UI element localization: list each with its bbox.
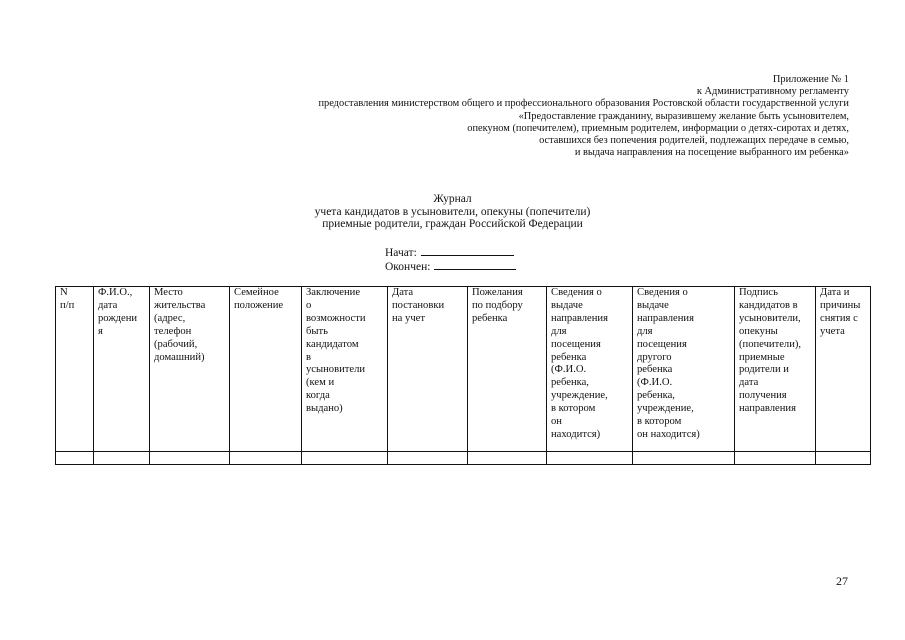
header-cell-line: направления [551, 312, 608, 324]
page-number: 27 [836, 574, 848, 588]
header-cell-line: возможности [306, 312, 366, 324]
header-cell-line: ребенка [551, 351, 587, 363]
header-cell-full-name [94, 287, 150, 452]
table-cell [633, 452, 735, 465]
header-cell-line: Сведения о [551, 287, 602, 298]
header-cell-line: Место [154, 287, 183, 298]
header-cell-line: домашний) [154, 351, 205, 363]
header-cell-line: (рабочий, [154, 338, 198, 350]
header-cell-line: быть [306, 325, 328, 337]
header-cell-line: Дата [392, 287, 414, 298]
table-cell [468, 452, 547, 465]
table-cell [388, 452, 468, 465]
journal-subtitle-line-1: учета кандидатов в усыновители, опекуны (попечители) [314, 205, 591, 218]
header-cell-line: кандидатом [306, 338, 359, 350]
finished-row [385, 260, 516, 274]
table-cell [150, 452, 230, 465]
table-cell [302, 452, 388, 465]
header-cell-line: учреждение, [637, 403, 694, 415]
header-cell-line: опекуны [739, 325, 778, 337]
header-cell-referral-info [547, 287, 633, 452]
table-cell [56, 452, 94, 465]
header-cell-line: посещения [637, 338, 687, 350]
appendix-line: Приложение № 1 [772, 74, 849, 85]
header-cell-number [56, 287, 94, 452]
header-cell-line: выдаче [637, 299, 669, 311]
header-cell-line: по подбору [472, 299, 523, 311]
header-cell-line: учета [820, 325, 845, 337]
header-cell-line: (Ф.И.О. [637, 377, 673, 389]
header-cell-line: N [60, 287, 68, 298]
header-cell-line: Пожелания [472, 287, 523, 298]
header-cell-line: кандидатов в [739, 299, 798, 311]
header-cell-line: выдаче [551, 299, 583, 311]
header-cell-line: ребенка, [637, 390, 675, 402]
header-cell-line: (кем и [306, 377, 335, 389]
header-cell-line: (адрес, [154, 312, 186, 324]
header-cell-line: постановки [392, 299, 445, 311]
header-cell-line: направления [637, 312, 694, 324]
header-cell-line: Ф.И.О., [98, 287, 133, 298]
header-cell-line: выдано) [306, 403, 343, 415]
appendix-line: опекуном (попечителем), приемным родителем, информации о детях-сиротах и детях, [467, 122, 849, 134]
header-cell-removal [816, 287, 871, 452]
table-cell [547, 452, 633, 465]
header-cell-line: телефон [154, 325, 192, 337]
header-cell-line: находится) [551, 428, 601, 440]
header-cell-line: он находится) [637, 428, 700, 440]
header-cell-line: усыновители, [739, 312, 801, 324]
header-cell-line: он [551, 416, 562, 428]
header-cell-line: учреждение, [551, 390, 608, 402]
header-cell-line: п/п [60, 299, 75, 311]
journal-subtitle-line-2: приемные родители, граждан Российской Федерации [322, 218, 583, 231]
header-cell-line: Сведения о [637, 287, 688, 298]
table-cell [94, 452, 150, 465]
header-cell-line: для [637, 325, 653, 337]
appendix-line: к Административному регламенту [696, 86, 849, 98]
appendix-line: предоставления министерством общего и профессионального образования Ростовской области государственной услуги [318, 98, 849, 110]
header-cell-line: ребенка [637, 364, 673, 376]
header-cell-line: Подпись [739, 287, 778, 298]
header-cell-line: Семейное [234, 287, 279, 298]
header-cell-other-referral-info [633, 287, 735, 452]
header-cell-child-wishes [468, 287, 547, 452]
header-cell-line: приемные [739, 351, 785, 363]
header-cell-line: на учет [392, 312, 425, 324]
header-cell-line: рождени [98, 312, 138, 324]
header-cell-line: (Ф.И.О. [551, 364, 587, 376]
journal-dates [385, 246, 516, 274]
table-cell [735, 452, 816, 465]
started-blank-line [421, 246, 514, 256]
header-cell-line: другого [637, 351, 672, 363]
header-cell-line: жительства [154, 299, 206, 311]
header-cell-line: в котором [637, 416, 682, 428]
table-header-row [56, 287, 871, 452]
header-cell-line: положение [234, 299, 284, 311]
header-cell-line: в [306, 351, 312, 363]
appendix-line: и выдача направления на посещение выбранного им ребенка» [574, 147, 849, 159]
appendix-header [149, 74, 849, 159]
header-cell-signature [735, 287, 816, 452]
started-row [385, 246, 516, 260]
header-cell-line: дата [739, 377, 759, 389]
appendix-line: оставшихся без попечения родителей, подлежащих передаче в семью, [539, 135, 849, 147]
header-cell-line: получения [739, 390, 787, 402]
header-cell-line: усыновители [306, 364, 366, 376]
journal-title-block [0, 193, 905, 231]
header-cell-line: (попечители), [739, 338, 802, 350]
table-cell [816, 452, 871, 465]
header-cell-line: для [551, 325, 567, 337]
header-cell-line: ребенка, [551, 377, 589, 389]
header-cell-line: посещения [551, 338, 601, 350]
header-cell-line: причины [820, 299, 861, 311]
header-cell-line: я [98, 325, 103, 337]
header-cell-line: о [306, 299, 312, 311]
header-cell-line: родители и [739, 364, 789, 376]
header-cell-line: Заключение [306, 287, 361, 298]
header-cell-line: снятия с [820, 312, 858, 324]
header-cell-line: Дата и [820, 287, 850, 298]
header-cell-line: ребенка [472, 312, 508, 324]
table-cell [230, 452, 302, 465]
header-cell-line: дата [98, 299, 118, 311]
header-cell-line: направления [739, 403, 796, 415]
header-cell-residence [150, 287, 230, 452]
header-cell-family-status [230, 287, 302, 452]
header-cell-registration-date [388, 287, 468, 452]
journal-title: Журнал [433, 193, 472, 205]
finished-label: Окончен: [385, 261, 431, 273]
appendix-line: «Предоставление гражданину, выразившему желание быть усыновителем, [518, 110, 849, 122]
header-cell-conclusion [302, 287, 388, 452]
candidates-journal-table [55, 286, 871, 465]
finished-blank-line [434, 260, 516, 270]
header-cell-line: в котором [551, 403, 596, 415]
started-label: Начат: [385, 247, 417, 259]
header-cell-line: когда [306, 390, 330, 402]
table-empty-row [56, 452, 871, 465]
